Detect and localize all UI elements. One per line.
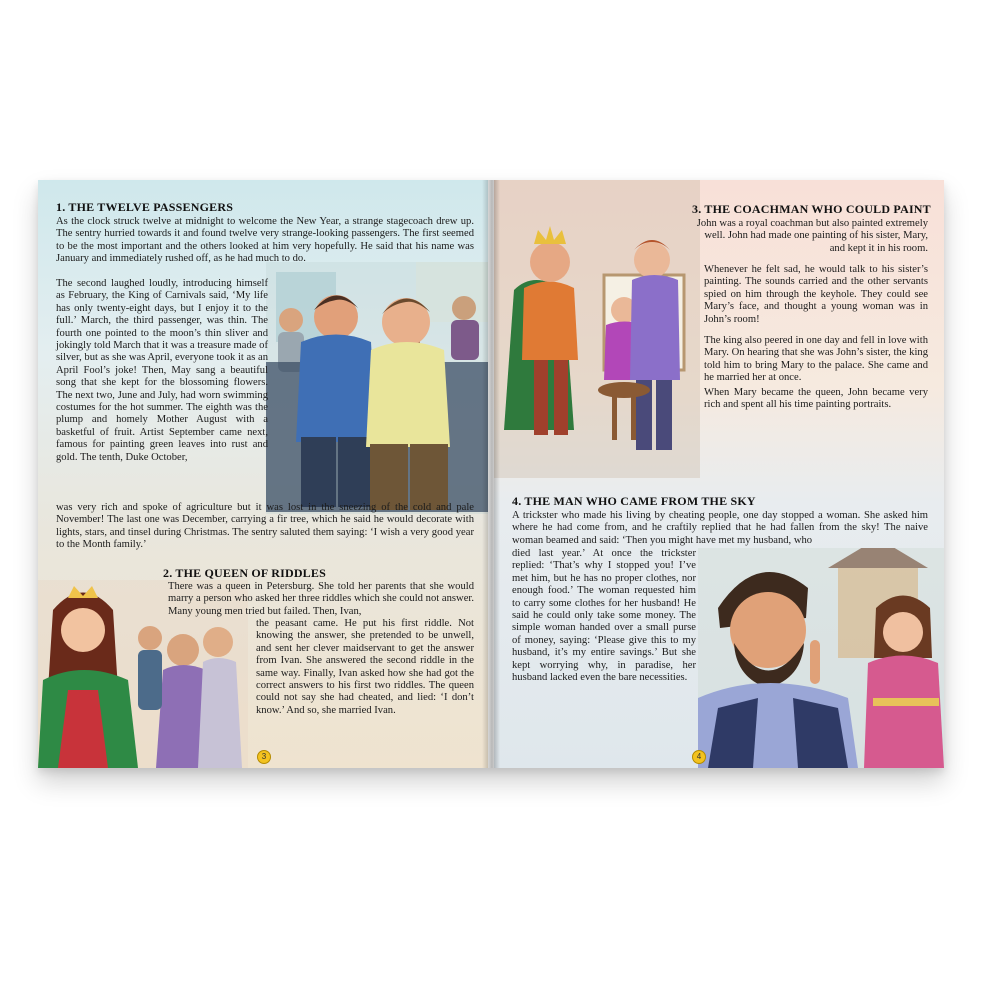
- story1-paragraph-2: The second laughed loudly, introducing himself as February, the King of Carnivals said, ‘My life has only twenty-eight days, but I enjoy it to the full.’ March, the third passenger, was thin. The fourth one pointed to the moon’s thin sliver and jokingly told March that it was a treasure made of silver, but as she was April, everyone took it as an April Fool’s joke! Then, May sang a beautiful song that she kept for the blossoming flowers. The next two, June and July, had worn swimming costumes for the hot summer. The eighth was the plump and homely Mother August with a basketful of fruit. Artist September came next, famous for painting green leaves into rust and gold. The tenth, Duke October,: [56, 278, 268, 463]
- story4-paragraph-2: died last year.’ At once the trickster replied: ‘That’s why I stopped you! I’ve met him, but he has no proper clothes, nor enough food.’ The woman requested him to carry some clothes for her husband! He said he could only take some money. The simple woman handed over a small purse of money, saying: ‘Please give this to my husband, it’s my entire savings.’ But she kept worrying why, in paradise, her husband lacked even the bare necessities.: [512, 548, 696, 684]
- story3-paragraph-1: John was a royal coachman but also painted extremely well. John had made one painting of his sister, Mary, and kept it in his room.: [696, 218, 928, 254]
- trickster-illustration: [698, 548, 944, 768]
- story3-paragraph-4: When Mary became the queen, John became very rich and spent all his time painting portraits.: [704, 387, 928, 411]
- story3-paragraph-2: Whenever he felt sad, he would talk to his sister’s painting. The sounds carried and the other servants spied on him through the keyhole. They could see Mary’s face, and thought a young woman was in John’s room!: [704, 264, 928, 325]
- left-page: [38, 180, 488, 768]
- story1-title: 1. THE TWELVE PASSENGERS: [56, 200, 234, 214]
- story2-paragraph-2: the peasant came. He put his first riddle. Not knowing the answer, she pretended to be unwell, and sent her clever maidservant to get the answer from Ivan. She answered the second riddle in the same way. Finally, Ivan asked how she had got the correct answers to his first two riddles. The queen could not say she had cheated, and lied: ‘I don’t know.’ And so, she married Ivan.: [256, 618, 474, 716]
- book-gutter: [482, 180, 500, 768]
- story2-title: 2. THE QUEEN OF RIDDLES: [163, 566, 326, 580]
- story4-paragraph-1: A trickster who made his living by cheating people, one day stopped a woman. She asked him where he had come from, and he craftily replied that he had fallen from the sky! The naive woman beamed and said: ‘Then you might have met my husband, who: [512, 510, 928, 546]
- story2-paragraph-1: There was a queen in Petersburg. She told her parents that she would marry a person who asked her three riddles which she could not answer. Many young men tried but failed. Then, Ivan,: [168, 581, 474, 617]
- story1-paragraph-3: was very rich and spoke of agriculture but it was lost in the sneezing of the cold and pale November! The last one was December, carrying a fir tree, which he said he would decorate with lights, stars, and tinsel during Christmas. The sentry saluted them saying: ‘I wish a very good year to the Month family.’: [56, 502, 474, 551]
- story3-paragraph-3: The king also peered in one day and fell in love with Mary. On hearing that she was John’s sister, the king told him to bring Mary to the palace. She came and he married her at once.: [704, 335, 928, 384]
- story4-title: 4. THE MAN WHO CAME FROM THE SKY: [512, 494, 756, 508]
- right-page: [494, 180, 944, 768]
- page-number-right: 4: [692, 750, 706, 764]
- coachman-illustration: [494, 180, 700, 478]
- passengers-illustration: [266, 262, 488, 514]
- story1-paragraph-1: As the clock struck twelve at midnight to welcome the New Year, a strange stagecoach drew up. The sentry hurried towards it and found twelve very strange-looking passengers. The first seemed to be the most important and the others looked at him very hopefully. He said that his name was January and immediately rushed off, as he had much to do.: [56, 216, 474, 265]
- story3-title: 3. THE COACHMAN WHO COULD PAINT: [692, 202, 931, 216]
- open-book: [38, 180, 944, 768]
- page-number-left: 3: [257, 750, 271, 764]
